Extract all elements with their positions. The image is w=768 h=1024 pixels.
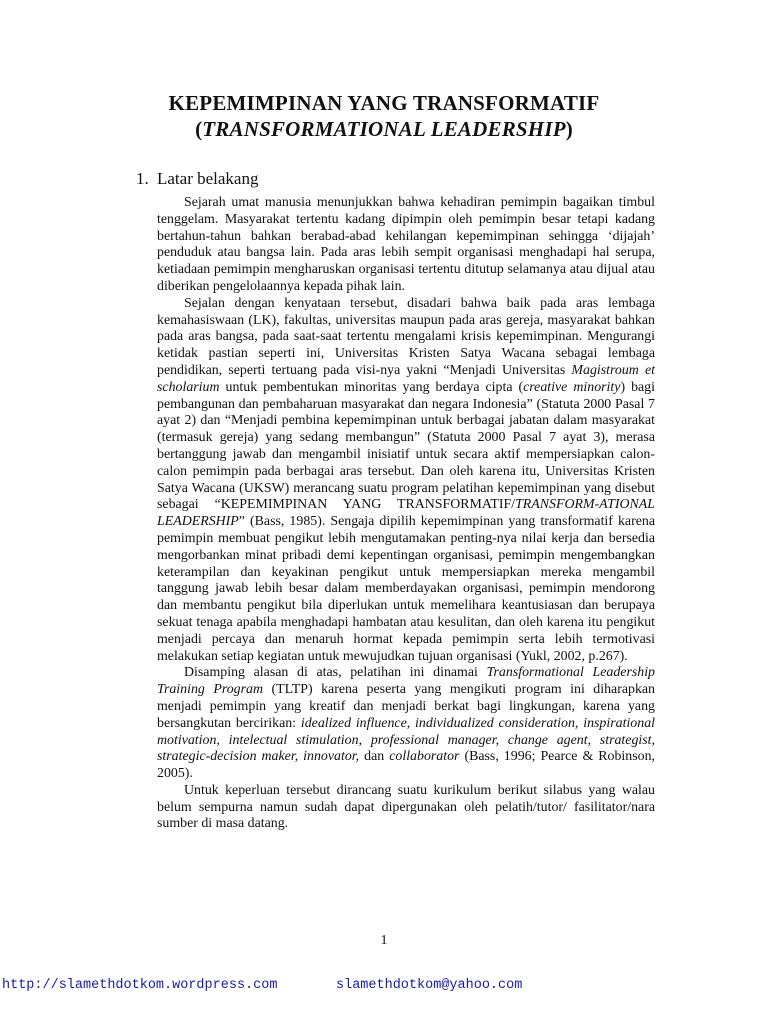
italic-phrase: professional manager, change agent, strategist, strategic-decision maker, innovator, bbox=[157, 732, 655, 765]
text-run: , bbox=[358, 732, 371, 748]
title-paren-open: ( bbox=[195, 117, 203, 141]
footer-email-link[interactable]: slamethdotkom@yahoo.com bbox=[336, 978, 523, 993]
italic-phrase: Transformational Leadership Training Program bbox=[157, 665, 656, 698]
page-number: 1 bbox=[380, 933, 388, 948]
text-run: ” (Bass, 1985). Sengaja dipilih kepemimpinan yang transformatif karena pemimpin membuat pengikut lebih mengutamakan penting-nya nilai kerja dan bersedia mengorbankan minat pribadi demi kepentingan organisasi, pemimpin mengembangkan keterampilan dan keyakinan pengikut untuk mempersiapkan mereka mengambil tanggung jawab lebih besar dalam memberdayakan organisasi, pemimpin mendorong dan membantu pengikut bila diperlukan untuk memelihara keantusiasan dan berupaya sekuat tenaga apabila menghadapi hambatan atau kesulitan, dan oleh karena itu pengikut menjadi percaya dan menaruh hormat kepada pemimpin serta lebih termotivasi melakukan setiap kegiatan untuk mewujudkan tujuan organisasi (Yukl, 2002, p.267). bbox=[157, 514, 655, 664]
text-run: Sejarah umat manusia menunjukkan bahwa kehadiran pemimpin bagaikan timbul tenggelam. Masyarakat tertentu kadang dipimpin oleh pemimpin besar tetapi kadang bertahun-tahun bahkan berabad-abad kehilangan kepemimpinan sehingga ‘dijajah’ penduduk atau bangsa lain. Pada aras lebih sempit organisasi menghadapi hal serupa, ketiadaan pemimpin mengharuskan organisasi tertentu ditutup selamanya atau dijual atau diberikan pengelolaannya kepada pihak lain. bbox=[157, 195, 655, 294]
title-english: TRANSFORMATIONAL LEADERSHIP bbox=[202, 117, 566, 141]
section-title: Latar belakang bbox=[157, 169, 259, 188]
body-paragraph bbox=[157, 296, 655, 666]
text-run: untuk pembentukan minoritas yang berdaya cipta ( bbox=[219, 379, 524, 395]
text-run: Untuk keperluan tersebut dirancang suatu kurikulum berikut silabus yang walau belum sempurna namun sudah dapat dipergunakan oleh pelatih/tutor/ fasilitator/nara sumber di masa datang. bbox=[157, 782, 655, 832]
footer-url-link[interactable]: http://slamethdotkom.wordpress.com bbox=[2, 978, 278, 993]
title-line-1: KEPEMIMPINAN YANG TRANSFORMATIF bbox=[168, 91, 600, 115]
text-run: dan bbox=[359, 749, 390, 765]
italic-phrase: idealized influence, individualized consideration, inspirational motivation, intelectual stimulation bbox=[157, 715, 655, 748]
italic-phrase: collaborator bbox=[389, 749, 460, 765]
italic-phrase: TRANSFORM-ATIONAL LEADERSHIP bbox=[157, 497, 655, 530]
section-heading bbox=[136, 168, 258, 190]
body-paragraph bbox=[157, 783, 655, 833]
body-paragraph bbox=[157, 665, 655, 783]
body-paragraph bbox=[157, 195, 655, 296]
text-run: Sejalan dengan kenyataan tersebut, disadari bahwa baik pada aras lembaga kemahasiswaan (LK), fakultas, universitas maupun pada aras gereja, masyarakat bahkan pada aras bangsa, pada saat-saat tertentu mengalami krisis kepemimpinan. Mengurangi ketidak pastian seperti ini, Universitas Kristen Satya Wacana sebagai lembaga pendidikan, seperti tertuang pada visi-nya yakni “Menjadi Universitas bbox=[157, 295, 655, 378]
text-run: ) bagi pembangunan dan pembaharuan masyarakat dan negara Indonesia” (Statuta 2000 Pasal 7 ayat 2) dan “Menjadi pembina kepemimpinan untuk berbagai jabatan dalam masyarakat (termasuk gereja) yang sedang membangun” (Statuta 2000 Pasal 7 ayat 3), merasa bertanggung jawab dan mengambil inisiatif untuk secara aktif mempersiapkan calon-calon pemimpin pada berbagai aras tersebut. Dan oleh karena itu, Universitas Kristen Satya Wacana (UKSW) merancang suatu program pelatihan kepemimpinan yang disebut sebagai “KEPEMIMPINAN YANG TRANSFORMATIF/ bbox=[157, 379, 655, 513]
italic-phrase: creative minority bbox=[523, 379, 621, 395]
body-text bbox=[157, 195, 655, 833]
title-paren-close: ) bbox=[565, 117, 573, 141]
section-number: 1. bbox=[136, 169, 149, 188]
text-run: (Bass, 1996; Pearce & Robinson, 2005). bbox=[157, 749, 655, 782]
title-line-2 bbox=[0, 116, 768, 142]
text-run: Disamping alasan di atas, pelatihan ini dinamai bbox=[184, 665, 487, 681]
italic-phrase: Magistroum et scholarium bbox=[157, 362, 655, 395]
document-title bbox=[0, 90, 768, 142]
text-run: (TLTP) karena peserta yang mengikuti program ini diharapkan menjadi pemimpin yang kreatif dan menjadi berkat bagi lingkungan, karena yang bersangkutan bercirikan: bbox=[157, 682, 655, 731]
